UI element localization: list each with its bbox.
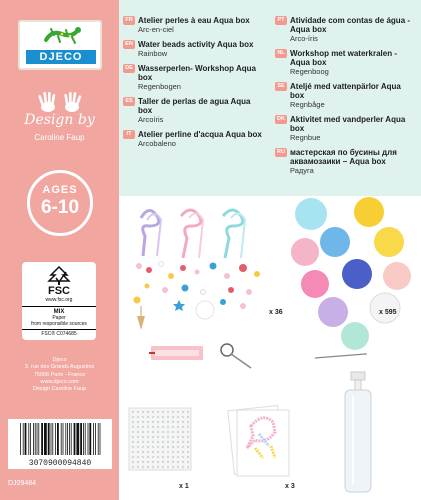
peg xyxy=(172,421,174,423)
sidebar xyxy=(0,0,119,500)
templates-image xyxy=(228,406,289,476)
peg xyxy=(147,431,149,433)
product-code: DJ09484 xyxy=(8,480,37,487)
peg xyxy=(177,446,179,448)
barcode-bar xyxy=(57,423,59,455)
peg xyxy=(187,446,189,448)
peg xyxy=(132,456,134,458)
peg xyxy=(182,426,184,428)
peg xyxy=(157,441,159,443)
peg xyxy=(167,416,169,418)
barcode-label xyxy=(8,419,112,469)
small-beads-image xyxy=(134,262,261,331)
peg xyxy=(162,411,164,413)
lang-de xyxy=(123,64,263,91)
peg xyxy=(137,416,139,418)
age-label: AGES xyxy=(42,184,78,196)
peg xyxy=(172,446,174,448)
lang-code-badge: PT xyxy=(275,16,287,25)
peg xyxy=(182,456,184,458)
lang-subtitle: Arcobaleno xyxy=(138,139,176,148)
peg xyxy=(137,446,139,448)
barcode-bar xyxy=(74,423,76,455)
barcode-bar xyxy=(44,423,47,455)
lang-title: Wasserperlen- Workshop Aqua box xyxy=(138,64,256,82)
peg xyxy=(187,436,189,438)
fsc-mix-sub2: from responsible sources xyxy=(31,321,87,327)
peg xyxy=(167,431,169,433)
fsc-mix-sub: Paper xyxy=(52,315,66,321)
peg xyxy=(167,421,169,423)
peg xyxy=(142,421,144,423)
peg xyxy=(182,466,184,468)
peg xyxy=(167,466,169,468)
fsc-logo-text: FSC xyxy=(48,285,70,297)
barcode-bar xyxy=(76,423,79,455)
peg xyxy=(137,426,139,428)
peg xyxy=(157,431,159,433)
peg xyxy=(162,426,164,428)
peg xyxy=(157,461,159,463)
lang-code-badge: DK xyxy=(275,115,287,124)
address-line: www.djeco.com xyxy=(40,378,79,385)
peg xyxy=(157,451,159,453)
barcode-bar xyxy=(35,423,36,455)
barcode-bar xyxy=(23,423,24,455)
peg xyxy=(172,431,174,433)
barcode-bar xyxy=(55,423,56,455)
peg xyxy=(182,446,184,448)
languages-column-left xyxy=(123,16,263,154)
barcode-bar xyxy=(89,423,91,455)
peg xyxy=(187,411,189,413)
peg xyxy=(142,436,144,438)
languages-column-right xyxy=(275,16,415,181)
peg xyxy=(167,451,169,453)
address-line: Djeco xyxy=(52,357,67,363)
peg xyxy=(152,446,154,448)
barcode-bar xyxy=(71,423,72,455)
peg xyxy=(152,416,154,418)
peg xyxy=(187,466,189,468)
peg xyxy=(187,416,189,418)
barcode-bar xyxy=(63,423,64,455)
peg xyxy=(172,436,174,438)
barcode-bar xyxy=(95,423,96,455)
peg xyxy=(172,411,174,413)
peg xyxy=(147,441,149,443)
water-beads-image xyxy=(291,197,411,350)
peg xyxy=(172,466,174,468)
contents-illustration xyxy=(119,196,421,500)
peg xyxy=(177,411,179,413)
peg xyxy=(177,461,179,463)
age-range: 6-10 xyxy=(40,197,80,218)
lang-code-badge: SE xyxy=(275,82,287,91)
peg xyxy=(177,456,179,458)
fsc-tree-icon xyxy=(46,266,72,286)
peg xyxy=(132,446,134,448)
peg xyxy=(142,466,144,468)
peg xyxy=(167,456,169,458)
fsc-site: www.fsc.org xyxy=(45,297,73,303)
peg xyxy=(142,451,144,453)
peg xyxy=(167,461,169,463)
peg xyxy=(167,446,169,448)
barcode-bar xyxy=(51,423,52,455)
contents-area xyxy=(119,196,421,500)
peg xyxy=(187,451,189,453)
peg xyxy=(157,416,159,418)
peg xyxy=(142,441,144,443)
designer-name: Caroline Faup xyxy=(34,133,85,142)
peg xyxy=(147,421,149,423)
peg xyxy=(182,451,184,453)
peg xyxy=(162,466,164,468)
barcode-bar xyxy=(83,423,84,455)
lang-title: Atelier perles à eau Aqua box xyxy=(138,16,250,25)
peg xyxy=(132,416,134,418)
peg xyxy=(177,436,179,438)
peg xyxy=(162,451,164,453)
lang-subtitle: Regnbue xyxy=(290,133,321,142)
peg xyxy=(132,431,134,433)
peg xyxy=(182,441,184,443)
peg xyxy=(142,426,144,428)
lang-subtitle: Arco-íris xyxy=(290,34,318,43)
peg xyxy=(162,436,164,438)
peg xyxy=(152,461,154,463)
peg xyxy=(147,466,149,468)
qty-water-beads: x 595 xyxy=(379,309,397,316)
peg xyxy=(137,466,139,468)
lang-subtitle: Regnbåge xyxy=(290,100,325,109)
peg xyxy=(157,421,159,423)
lang-code-badge: NL xyxy=(275,49,287,58)
peg xyxy=(172,451,174,453)
peg xyxy=(187,441,189,443)
peg xyxy=(132,411,134,413)
lang-code-badge: RU xyxy=(275,148,287,157)
peg xyxy=(152,451,154,453)
ribbons-image xyxy=(141,210,245,258)
peg xyxy=(137,456,139,458)
lang-title: Workshop met waterkralen - Aqua box xyxy=(290,49,397,67)
lang-code-badge: IT xyxy=(123,130,135,139)
peg xyxy=(132,426,134,428)
address-line: Design Caroline Faup xyxy=(32,386,87,393)
qty-board: x 1 xyxy=(179,483,189,490)
peg xyxy=(157,466,159,468)
peg xyxy=(152,436,154,438)
peg xyxy=(162,446,164,448)
peg xyxy=(172,441,174,443)
lang-subtitle: Arc-en-ciel xyxy=(138,25,174,34)
barcode-bar xyxy=(25,423,27,455)
barcode-bar xyxy=(67,423,68,455)
lang-fr xyxy=(123,16,263,34)
lang-subtitle: Радуга xyxy=(290,166,314,175)
peg xyxy=(147,451,149,453)
lizard-icon xyxy=(42,26,82,48)
peg xyxy=(172,456,174,458)
lang-code-badge: EN xyxy=(123,40,135,49)
peg xyxy=(137,461,139,463)
peg xyxy=(162,416,164,418)
peg xyxy=(187,426,189,428)
lang-nl xyxy=(275,49,415,76)
peg xyxy=(177,466,179,468)
lang-code-badge: FR xyxy=(123,16,135,25)
peg xyxy=(147,461,149,463)
lang-subtitle: Regenboog xyxy=(290,67,329,76)
peg xyxy=(147,416,149,418)
peg xyxy=(142,431,144,433)
barcode-bar xyxy=(88,423,89,455)
lang-se xyxy=(275,82,415,109)
address-line: 3, rue des Grands Augustins xyxy=(24,364,95,371)
peg xyxy=(177,421,179,423)
barcode-bar xyxy=(28,423,29,455)
peg xyxy=(142,456,144,458)
peg xyxy=(177,441,179,443)
peg xyxy=(142,446,144,448)
company-address xyxy=(0,357,119,393)
peg xyxy=(182,411,184,413)
peg xyxy=(162,441,164,443)
lang-code-badge: ES xyxy=(123,97,135,106)
barcode-bar xyxy=(20,423,21,455)
peg xyxy=(152,421,154,423)
barcode-bar xyxy=(33,423,34,455)
barcode-bar xyxy=(30,423,31,455)
lang-es xyxy=(123,97,263,124)
brand-logo-text: DJECO xyxy=(26,50,96,64)
lang-dk xyxy=(275,115,415,142)
lang-title: Atelier perline d'acqua Aqua box xyxy=(138,130,262,139)
peg xyxy=(187,421,189,423)
peg xyxy=(157,456,159,458)
peg xyxy=(187,431,189,433)
peg xyxy=(132,436,134,438)
peg xyxy=(137,441,139,443)
peg xyxy=(147,456,149,458)
peg xyxy=(167,411,169,413)
peg xyxy=(152,431,154,433)
peg xyxy=(182,431,184,433)
qty-small-beads: x 36 xyxy=(269,309,283,316)
lang-title: Taller de perlas de agua Aqua box xyxy=(138,97,251,115)
lang-ru xyxy=(275,148,415,175)
lang-title: Ateljé med vattenpärlor Aqua box xyxy=(290,82,401,100)
barcode-bar xyxy=(100,423,101,455)
peg xyxy=(132,421,134,423)
peg xyxy=(177,451,179,453)
fsc-label xyxy=(22,262,96,340)
barcode-bar xyxy=(80,423,82,455)
fsc-code: FSC® C074685 xyxy=(22,329,96,338)
peg xyxy=(132,441,134,443)
peg xyxy=(162,421,164,423)
peg xyxy=(167,436,169,438)
barcode-number: 3070900094840 xyxy=(28,459,92,468)
peg xyxy=(172,461,174,463)
peg xyxy=(137,436,139,438)
lang-pt xyxy=(275,16,415,43)
lang-subtitle: Rainbow xyxy=(138,49,168,58)
qty-templates: x 3 xyxy=(285,483,295,490)
lang-title: мастерская по бусины для аквамозаики – Aqua box xyxy=(290,148,397,166)
pegboard-image xyxy=(129,408,191,470)
peg xyxy=(142,461,144,463)
lang-it xyxy=(123,130,263,148)
peg xyxy=(152,411,154,413)
barcode-bar xyxy=(85,423,86,455)
peg xyxy=(137,411,139,413)
peg xyxy=(187,461,189,463)
lang-code-badge: DE xyxy=(123,64,135,73)
lang-subtitle: Regenbogen xyxy=(138,82,181,91)
peg xyxy=(147,446,149,448)
peg xyxy=(152,426,154,428)
peg xyxy=(177,431,179,433)
peg xyxy=(177,426,179,428)
barcode-bar xyxy=(48,423,50,455)
barcode-bar xyxy=(69,423,70,455)
peg xyxy=(177,416,179,418)
peg xyxy=(172,426,174,428)
peg xyxy=(182,461,184,463)
languages-panel xyxy=(119,0,421,196)
lang-subtitle: Arcoíris xyxy=(138,115,164,124)
peg xyxy=(172,416,174,418)
lang-title: Aktivitet med vandperler Aqua box xyxy=(290,115,406,133)
peg xyxy=(142,416,144,418)
barcode-bar xyxy=(93,423,94,455)
peg xyxy=(157,411,159,413)
peg xyxy=(182,436,184,438)
design-by: Design by xyxy=(24,112,95,128)
peg xyxy=(147,411,149,413)
peg xyxy=(132,451,134,453)
peg xyxy=(152,441,154,443)
brand-logo xyxy=(18,20,102,70)
peg xyxy=(187,456,189,458)
peg xyxy=(132,466,134,468)
address-line: 75006 Paris - France xyxy=(33,371,86,378)
peg xyxy=(182,416,184,418)
bead-tool-image xyxy=(149,344,367,368)
peg xyxy=(157,446,159,448)
peg xyxy=(157,436,159,438)
barcode-bar xyxy=(61,423,62,455)
peg xyxy=(157,426,159,428)
peg xyxy=(182,421,184,423)
peg xyxy=(142,411,144,413)
peg xyxy=(162,431,164,433)
peg xyxy=(162,461,164,463)
hands-icon xyxy=(34,91,86,113)
peg xyxy=(152,456,154,458)
fsc-mix: MIX xyxy=(22,306,96,315)
main-area xyxy=(119,0,421,500)
barcode-bar xyxy=(41,423,43,455)
peg xyxy=(167,426,169,428)
peg xyxy=(167,441,169,443)
peg xyxy=(137,431,139,433)
barcode-bar xyxy=(38,423,39,455)
peg xyxy=(162,456,164,458)
barcode-bar xyxy=(52,423,53,455)
barcode-bar xyxy=(65,423,66,455)
spray-bottle-image xyxy=(345,372,371,492)
peg xyxy=(152,466,154,468)
lang-title: Water beads activity Aqua box xyxy=(138,40,254,49)
peg xyxy=(137,421,139,423)
lang-title: Atividade com contas de água - Aqua box xyxy=(290,16,411,34)
age-badge xyxy=(27,170,93,236)
peg xyxy=(132,461,134,463)
barcode-bar xyxy=(37,423,38,455)
barcode xyxy=(18,423,102,455)
peg xyxy=(147,436,149,438)
barcode-bar xyxy=(98,423,99,455)
peg xyxy=(137,451,139,453)
peg xyxy=(147,426,149,428)
lang-en xyxy=(123,40,263,58)
